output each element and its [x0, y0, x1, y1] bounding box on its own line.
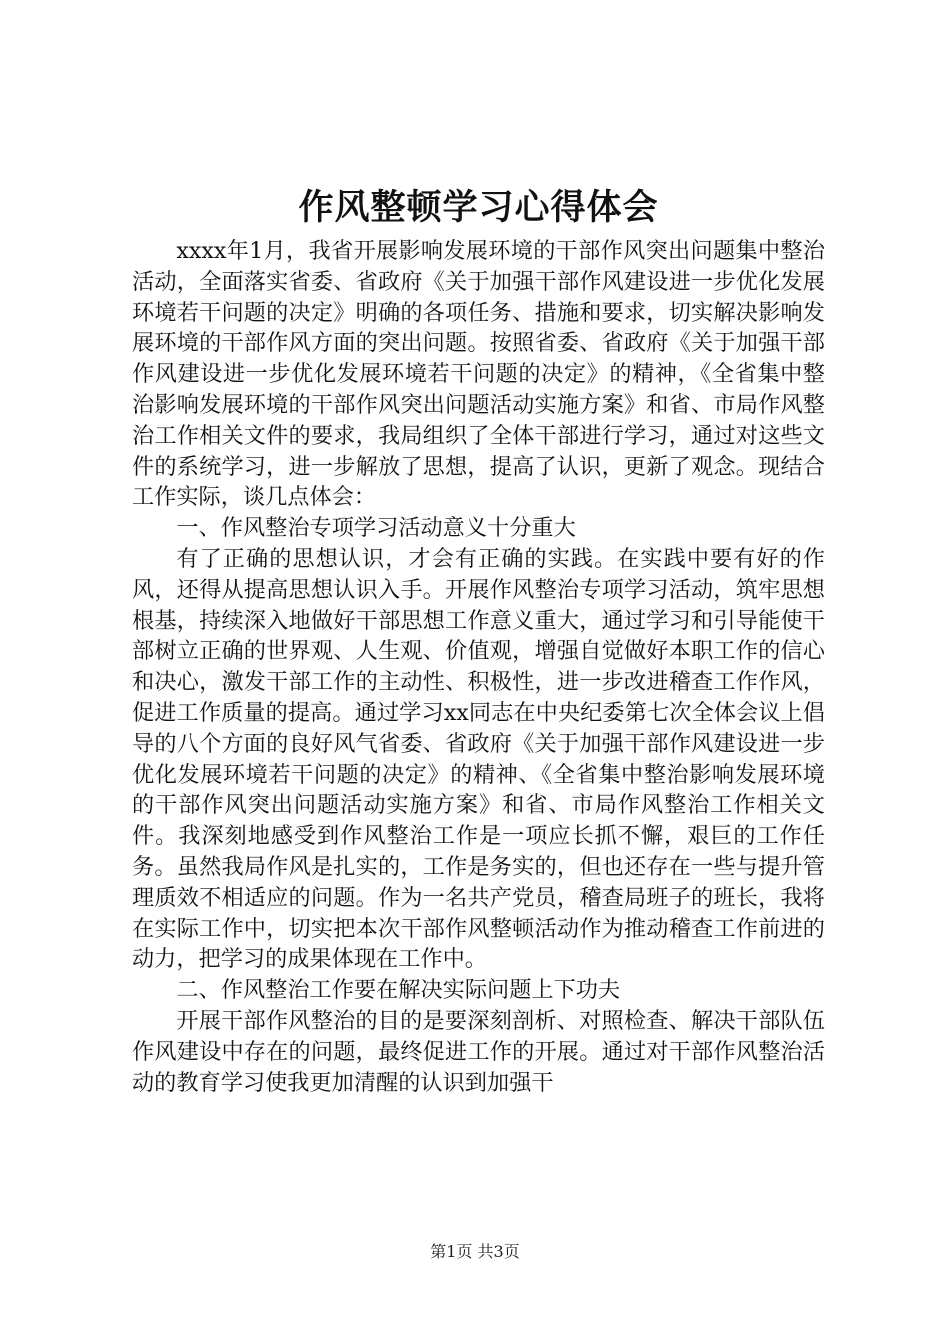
page-number-footer: 第1页 共3页: [430, 1242, 520, 1261]
section-heading-2: 二、作风整治工作要在解决实际问题上下功夫: [176, 977, 621, 1004]
paragraph-intro: xxxx年1月，我省开展影响发展环境的干部作风突出问题集中整治活动，全面落实省委、省政府《关于加强干部作风建设进一步优化发展环境若干问题的决定》明确的各项任务、措施和要求，切实解决影响发展环境的干部作风方面的突出问题。按照省委、省政府《关于加强干部作风建设进一步优化发展环境若干问题的决定》的精神，《全省集中整治影响发展环境的干部作风突出问题活动实施方案》和省、市局作风整治工作相关文件的要求，我局组织了全体干部进行学习，通过对这些文件的系统学习，进一步解放了思想，提高了认识，更新了观念。现结合工作实际，谈几点体会：: [132, 238, 825, 511]
paragraph-section-1: 有了正确的思想认识，才会有正确的实践。在实践中要有好的作风，还得从提高思想认识入手。开展作风整治专项学习活动，筑牢思想根基，持续深入地做好干部思想工作意义重大，通过学习和引导能使干部树立正确的世界观、人生观、价值观，增强自觉做好本职工作的信心和决心，激发干部工作的主动性、积极性，进一步改进稽查工作作风，促进工作质量的提高。通过学习xx同志在中央纪委第七次全体会议上倡导的八个方面的良好风气省委、省政府《关于加强干部作风建设进一步优化发展环境若干问题的决定》的精神、《全省集中整治影响发展环境的干部作风突出问题活动实施方案》和省、市局作风整治工作相关文件。我深刻地感受到作风整治工作是一项应长抓不懈，艰巨的工作任务。虽然我局作风是扎实的，工作是务实的，但也还存在一些与提升管理质效不相适应的问题。作为一名共产党员，稽查局班子的班长，我将在实际工作中，切实把本次干部作风整顿活动作为推动稽查工作前进的动力，把学习的成果体现在工作中。: [132, 545, 825, 973]
paragraph-section-2: 开展干部作风整治的目的是要深刻剖析、对照检查、解决干部队伍作风建设中存在的问题，最终促进工作的开展。通过对干部作风整治活动的教育学习使我更加清醒的认识到加强干: [132, 1007, 825, 1096]
document-body: [132, 180, 825, 1098]
document-title: 作风整顿学习心得体会: [298, 187, 659, 228]
section-heading-1: 一、作风整治专项学习活动意义十分重大: [176, 515, 576, 542]
